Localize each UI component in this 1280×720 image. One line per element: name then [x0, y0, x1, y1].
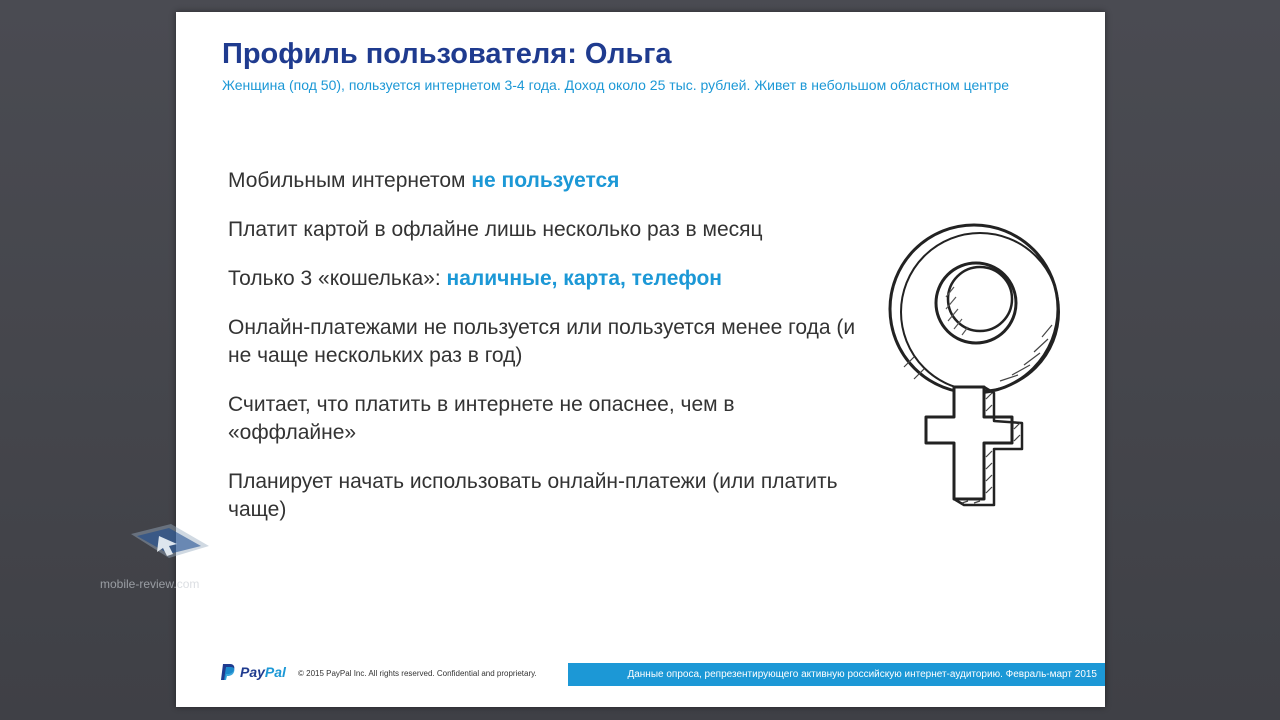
bullet-card-offline: [228, 216, 868, 244]
paypal-wordmark-pal: Pal: [264, 664, 286, 680]
bullet-accent: не пользуется: [471, 169, 620, 192]
copyright-notice: © 2015 PayPal Inc. All rights reserved. Confidential and proprietary.: [298, 669, 537, 678]
bullet-safety: [228, 391, 868, 447]
bullet-accent: наличные, карта, телефон: [446, 267, 722, 290]
bullet-text: Платит картой в офлайне лишь несколько раз в месяц: [228, 218, 763, 241]
bullet-plans: [228, 468, 868, 524]
source-note: Данные опроса, репрезентирующего активную российскую интернет-аудиторию. Февраль-март 2015: [627, 669, 1097, 680]
paypal-wordmark: [240, 664, 286, 680]
profile-bullet-list: [228, 167, 868, 545]
bullet-text: Онлайн-платежами не пользуется или пользуется менее года (и не чаще нескольких раз в год): [228, 316, 856, 367]
paypal-logo: [220, 663, 286, 681]
bullet-text: Планирует начать использовать онлайн-платежи (или платить чаще): [228, 470, 838, 521]
bullet-mobile-internet: [228, 167, 868, 195]
mobile-review-logo-icon: [125, 522, 215, 577]
watermark-text: mobile-review.com: [100, 577, 200, 591]
paypal-logo-icon: [220, 663, 236, 681]
watermark: [100, 522, 210, 592]
bullet-text: Только 3 «кошелька»:: [228, 267, 447, 290]
female-symbol-icon: [884, 217, 1064, 517]
bullet-text: Считает, что платить в интернете не опаснее, чем в «оффлайне»: [228, 393, 735, 444]
bullet-online-payments: [228, 314, 868, 370]
paypal-wordmark-pay: Pay: [240, 664, 265, 680]
slide-subtitle: Женщина (под 50), пользуется интернетом 3-4 года. Доход около 25 тыс. рублей. Живет в небольшом областном центре: [222, 77, 1010, 93]
presentation-slide: [176, 12, 1105, 707]
bullet-wallets: [228, 265, 868, 293]
bullet-text: Мобильным интернетом: [228, 169, 472, 192]
slide-title: Профиль пользователя: Ольга: [222, 38, 672, 70]
source-note-bar: [568, 663, 1105, 686]
